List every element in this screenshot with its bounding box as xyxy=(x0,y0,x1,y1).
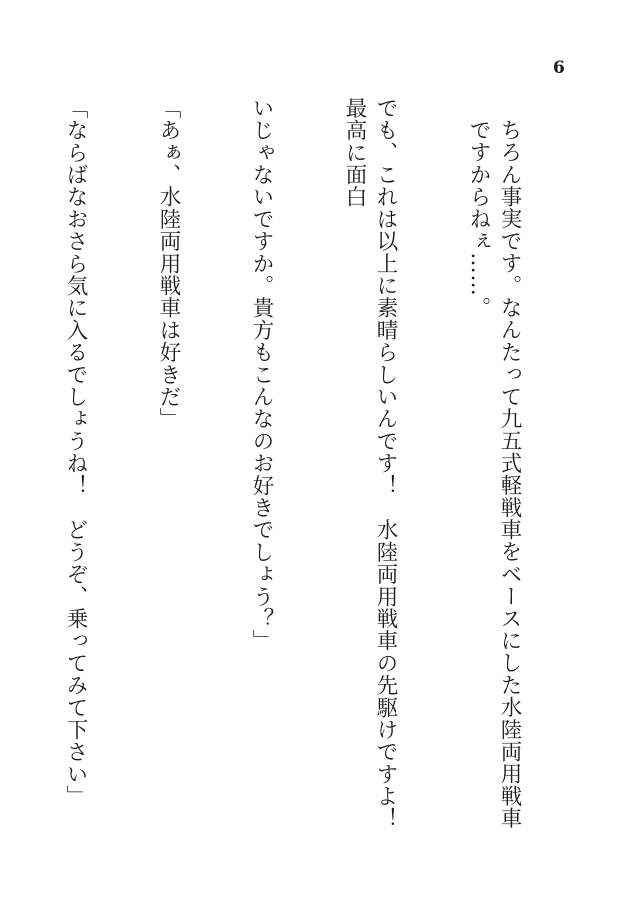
page-number: 6 xyxy=(553,58,565,78)
text-line: でも、これは以上に素晴らしいんです！ 水陸両用戦車の先駆けですよ！ 最高に面白 xyxy=(342,97,398,852)
text-line: いじゃないですか。貴方もこんなのお好きでしょう？」 xyxy=(249,97,274,652)
novel-text-body xyxy=(63,97,587,852)
text-line: 「ならばなおさら気に入るでしょうね！ どうぞ、乗ってみて下さい」 xyxy=(63,97,88,808)
text-line: ちろん事実です。なんたって九五式軽戦車をベースにした水陸両用戦車ですからねぇ……。 xyxy=(466,118,522,829)
text-line: 「あぁ、水陸両用戦車は好きだ」 xyxy=(156,97,181,430)
